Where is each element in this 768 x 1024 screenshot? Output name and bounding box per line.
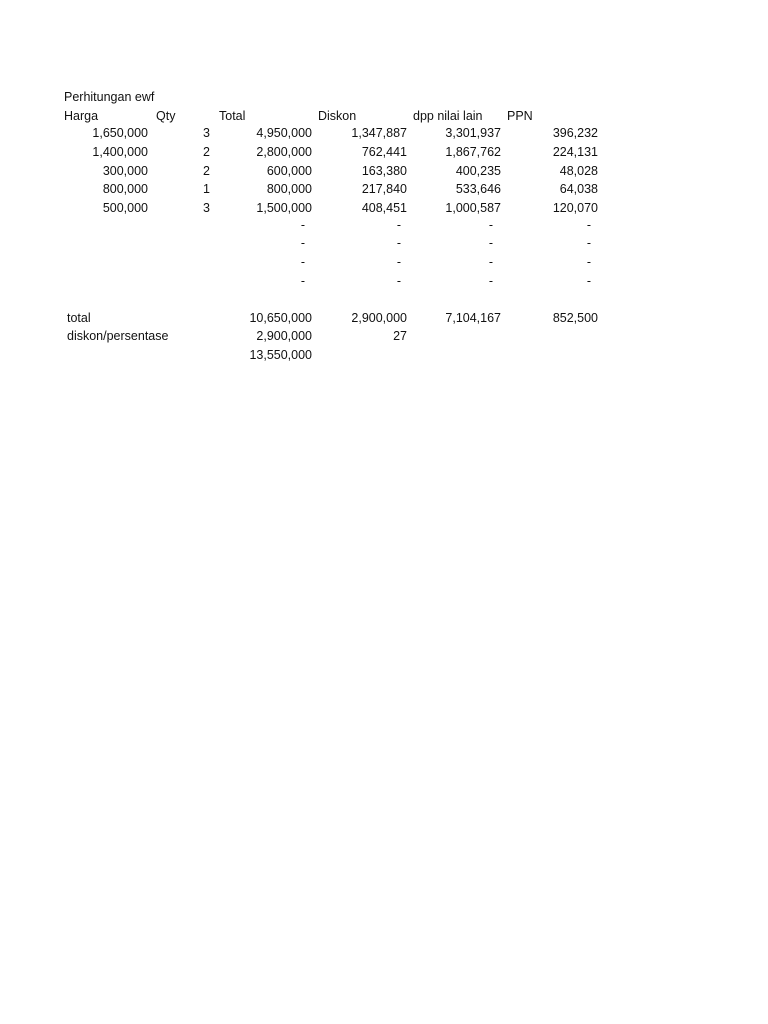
cell-ppn: 64,038 xyxy=(559,182,598,196)
cell-ppn: 396,232 xyxy=(552,126,598,140)
cell-qty: 3 xyxy=(203,126,210,140)
total-diskon: 2,900,000 xyxy=(351,311,407,325)
total-label: total xyxy=(67,311,91,325)
cell-dpp: 1,000,587 xyxy=(445,201,501,215)
cell-harga: 1,650,000 xyxy=(92,126,148,140)
sheet-title: Perhitungan ewf xyxy=(64,90,155,104)
cell-ppn: 224,131 xyxy=(552,145,598,159)
cell-harga: 1,400,000 xyxy=(92,145,148,159)
cell-diskon: 762,441 xyxy=(361,145,407,159)
cell-dpp-empty: - xyxy=(488,274,493,288)
cell-ppn: 120,070 xyxy=(552,201,598,215)
cell-qty: 2 xyxy=(203,164,210,178)
diskon-percent: 27 xyxy=(393,329,407,343)
cell-total: 4,950,000 xyxy=(256,126,312,140)
cell-dpp: 400,235 xyxy=(455,164,501,178)
cell-qty: 3 xyxy=(203,201,210,215)
grand-value: 13,550,000 xyxy=(249,348,312,362)
cell-total: 800,000 xyxy=(266,182,312,196)
cell-total-empty: - xyxy=(300,236,305,250)
cell-diskon-empty: - xyxy=(396,255,401,269)
cell-total-empty: - xyxy=(300,255,305,269)
cell-qty: 1 xyxy=(203,182,210,196)
cell-harga: 300,000 xyxy=(102,164,148,178)
cell-diskon: 217,840 xyxy=(361,182,407,196)
header-dpp: dpp nilai lain xyxy=(413,109,483,123)
cell-total: 1,500,000 xyxy=(256,201,312,215)
diskon-value: 2,900,000 xyxy=(256,329,312,343)
cell-diskon: 408,451 xyxy=(361,201,407,215)
cell-dpp-empty: - xyxy=(488,218,493,232)
cell-diskon-empty: - xyxy=(396,218,401,232)
cell-dpp: 1,867,762 xyxy=(445,145,501,159)
total-total: 10,650,000 xyxy=(249,311,312,325)
header-diskon: Diskon xyxy=(318,109,357,123)
header-ppn: PPN xyxy=(507,109,533,123)
cell-ppn-empty: - xyxy=(586,236,591,250)
cell-qty: 2 xyxy=(203,145,210,159)
cell-diskon: 163,380 xyxy=(361,164,407,178)
diskon-persentase-label: diskon/persentase xyxy=(67,329,169,343)
cell-dpp: 533,646 xyxy=(455,182,501,196)
cell-harga: 800,000 xyxy=(102,182,148,196)
cell-ppn-empty: - xyxy=(586,218,591,232)
cell-dpp-empty: - xyxy=(488,255,493,269)
cell-harga: 500,000 xyxy=(102,201,148,215)
cell-ppn: 48,028 xyxy=(559,164,598,178)
cell-total: 2,800,000 xyxy=(256,145,312,159)
total-dpp: 7,104,167 xyxy=(445,311,501,325)
cell-ppn-empty: - xyxy=(586,255,591,269)
cell-total-empty: - xyxy=(300,274,305,288)
total-ppn: 852,500 xyxy=(552,311,598,325)
cell-ppn-empty: - xyxy=(586,274,591,288)
cell-diskon: 1,347,887 xyxy=(351,126,407,140)
cell-dpp: 3,301,937 xyxy=(445,126,501,140)
cell-dpp-empty: - xyxy=(488,236,493,250)
cell-total: 600,000 xyxy=(266,164,312,178)
header-qty: Qty xyxy=(156,109,176,123)
cell-total-empty: - xyxy=(300,218,305,232)
cell-diskon-empty: - xyxy=(396,236,401,250)
cell-diskon-empty: - xyxy=(396,274,401,288)
header-total: Total xyxy=(219,109,246,123)
header-harga: Harga xyxy=(64,109,99,123)
